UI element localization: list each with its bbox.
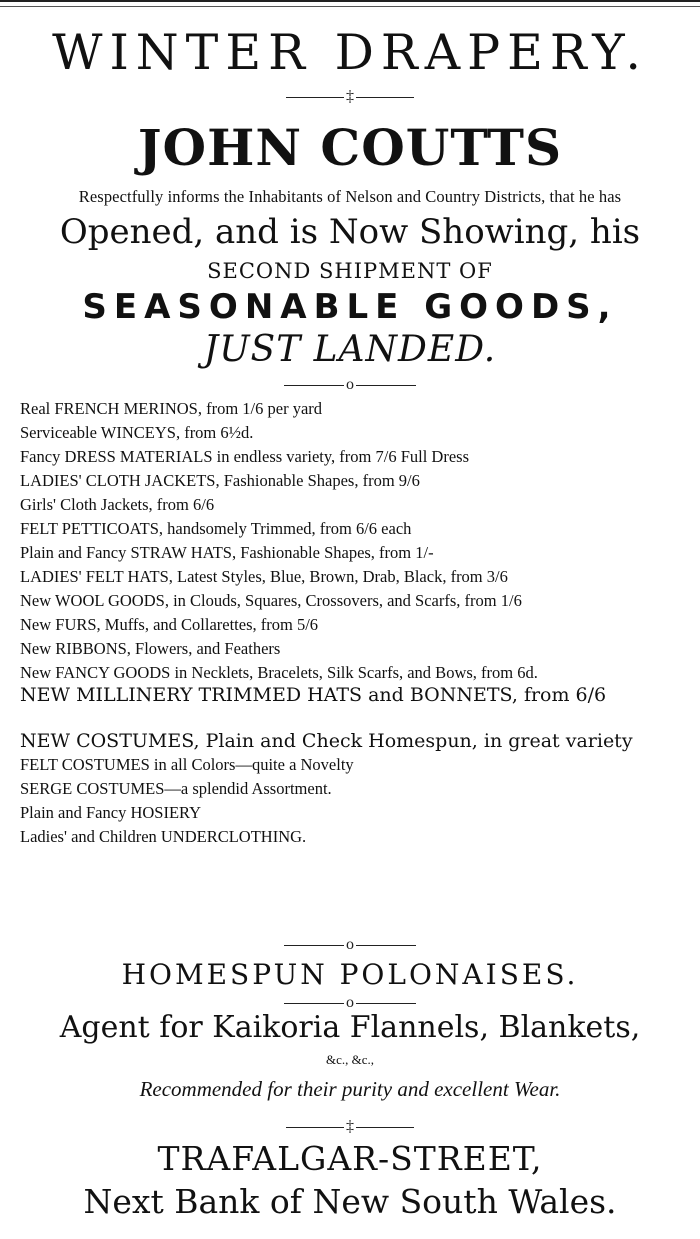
divider-line [284, 1003, 344, 1004]
divider-line [356, 1127, 414, 1128]
street-address: TRAFALGAR-STREET, [157, 1139, 543, 1178]
list-item: LADIES' CLOTH JACKETS, Fashionable Shapes, from 9/6 [20, 471, 420, 490]
headline: WINTER DRAPERY. [52, 24, 648, 81]
list-item: Girls' Cloth Jackets, from 6/6 [20, 495, 215, 514]
divider-line [284, 385, 344, 386]
list-item: New FURS, Muffs, and Collarettes, from 5/6 [20, 615, 319, 634]
circle-icon: o [346, 376, 354, 394]
divider-line [356, 385, 416, 386]
intro-text: Respectfully informs the Inhabitants of Nelson and Country Districts, that he has [78, 187, 622, 206]
list-item: Ladies' and Children UNDERCLOTHING. [20, 827, 307, 846]
merchant-name: JOHN COUTTS [137, 118, 563, 177]
list-item: Fancy DRESS MATERIALS in endless variety, from 7/6 Full Dress [20, 447, 469, 466]
homespun-polonaises: HOMESPUN POLONAISES. [121, 958, 579, 991]
etc-line: &c., &c., [325, 1052, 374, 1067]
divider-line [356, 1003, 416, 1004]
recommended-line: Recommended for their purity and excellent Wear. [139, 1077, 561, 1101]
circle-icon: o [346, 936, 354, 954]
list-item: NEW MILLINERY TRIMMED HATS and BONNETS, from 6/6 [20, 684, 607, 706]
bank-landmark: Next Bank of New South Wales. [83, 1182, 617, 1221]
divider-top [0, 88, 700, 106]
divider-line [284, 945, 344, 946]
list-item: Real FRENCH MERINOS, from 1/6 per yard [20, 399, 323, 418]
list-item: LADIES' FELT HATS, Latest Styles, Blue, Brown, Drab, Black, from 3/6 [20, 567, 508, 586]
list-item: FELT COSTUMES in all Colors—quite a Novelty [20, 755, 354, 774]
double-dagger-icon: ‡ [346, 88, 354, 106]
list-item: Plain and Fancy STRAW HATS, Fashionable Shapes, from 1/- [20, 543, 434, 562]
divider-line [356, 97, 414, 98]
list-item: SERGE COSTUMES—a splendid Assortment. [20, 779, 332, 798]
second-shipment: SECOND SHIPMENT OF [207, 259, 493, 283]
circle-icon: o [346, 994, 354, 1012]
list-item: FELT PETTICOATS, handsomely Trimmed, from 6/6 each [20, 519, 412, 538]
divider-line [286, 97, 344, 98]
divider-line [286, 1127, 344, 1128]
list-item: New FANCY GOODS in Necklets, Bracelets, Silk Scarfs, and Bows, from 6d. [20, 663, 538, 682]
just-landed: JUST LANDED. [203, 329, 497, 370]
double-dagger-icon: ‡ [346, 1118, 354, 1136]
divider-circle-1 [0, 376, 700, 394]
agent-line: Agent for Kaikoria Flannels, Blankets, [59, 1010, 641, 1045]
goods-list [20, 397, 700, 849]
list-item: New WOOL GOODS, in Clouds, Squares, Crossovers, and Scarfs, from 1/6 [20, 591, 522, 610]
seasonable-goods: SEASONABLE GOODS, [82, 287, 618, 327]
top-rule [0, 0, 700, 7]
list-item: Serviceable WINCEYS, from 6½d. [20, 423, 254, 442]
opened-line: Opened, and is Now Showing, his [59, 212, 641, 252]
list-item: Plain and Fancy HOSIERY [20, 803, 202, 822]
list-item: NEW COSTUMES, Plain and Check Homespun, in great variety [20, 730, 633, 752]
divider-circle-2 [0, 936, 700, 954]
divider-bottom [0, 1118, 700, 1136]
divider-line [356, 945, 416, 946]
list-item: New RIBBONS, Flowers, and Feathers [20, 639, 281, 658]
